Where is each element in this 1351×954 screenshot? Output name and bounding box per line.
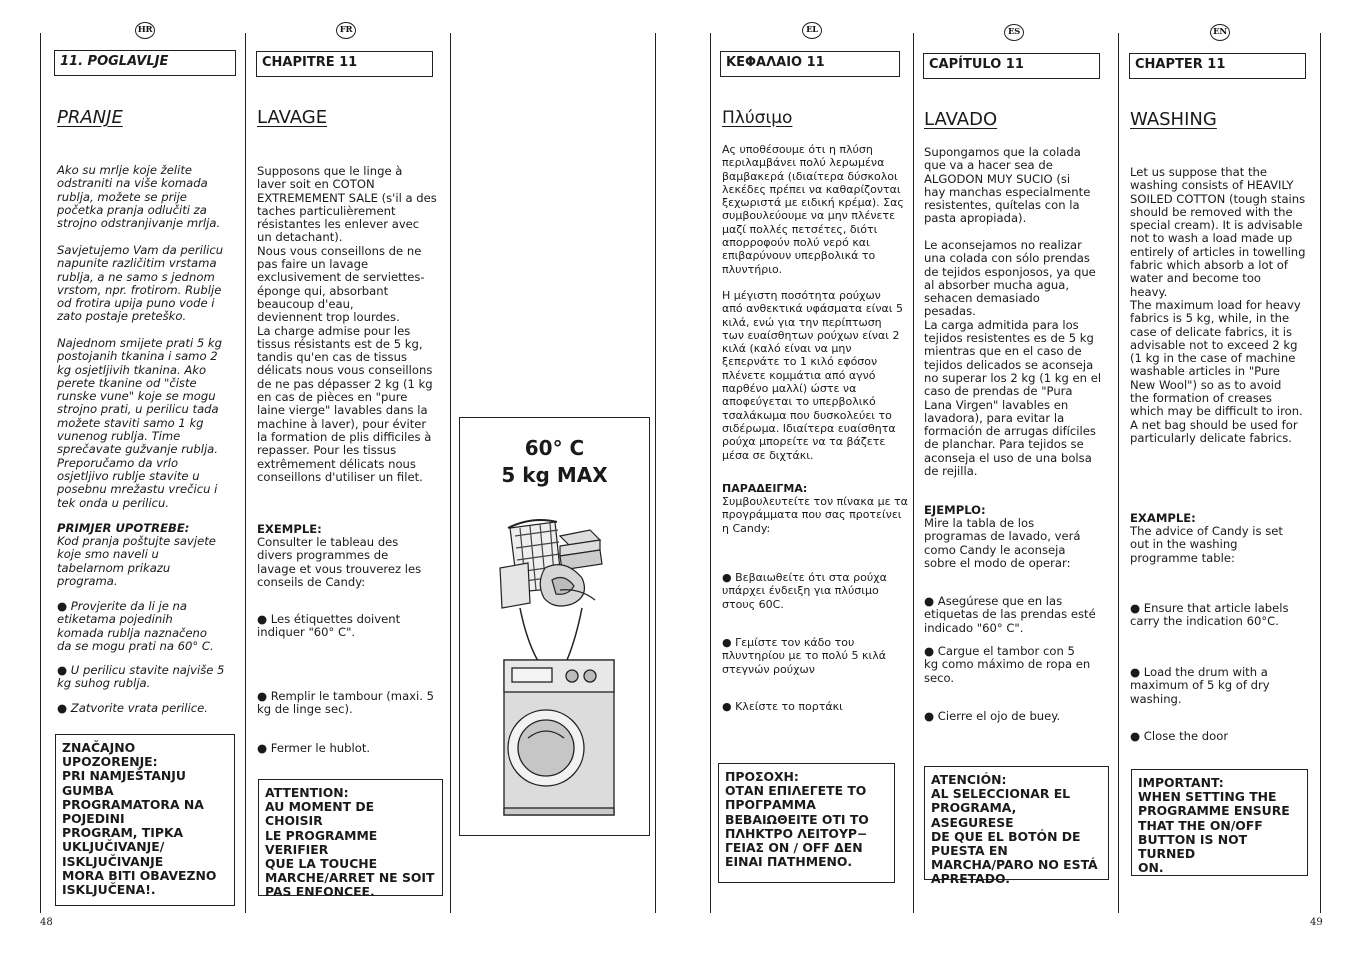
folded-towels-icon — [560, 530, 602, 570]
bullet-item: ● Ensure that article labels carry the indication 60°C. — [1130, 601, 1289, 629]
chapter-title: CAPÍTULO 11 — [923, 53, 1100, 79]
washing-illustration-panel — [459, 417, 650, 836]
language-badge-fr: FR — [336, 22, 356, 39]
paragraph: Savjetujemo Vam da perilicu napunite različitim vrstama rublja, a ne samo s jednom vrstom, npr. frotirom. Rublje od frotira upija puno vode i zato postaje preteško. — [57, 243, 224, 324]
paragraph: Supposons que le linge à laver soit en COTON EXTREMEMENT SALE (s'il a des taches particulièrement résistantes les enlever avec un detachant). Nous vous conseillons de ne pas faire un lavage exclusivement de serviettes- éponge qui, absorbant beaucoup d'eau, deviennent trop lourdes. La charge admise pour les tissus résistants est de 5 kg, tandis qu'en cas de tissus délicats nous vous conseillons de ne pas dépasser 2 kg (1 kg en cas de pièces en "pure laine vierge" lavables dans la machine à laver), pour éviter la formation de plis difficiles à repasser. Pour les tissus extrêmement délicats nous conseillons d'utiliser un filet. — [257, 164, 437, 484]
chapter-title: CHAPITRE 11 — [256, 51, 433, 77]
bullet-item: ● Provjerite da li je na etiketama pojedinih komada rublja naznačeno da se mogu prati na 60° C. — [57, 599, 214, 653]
bullet-item: ● U perilicu stavite najviše 5 kg suhog rublja. — [57, 663, 225, 691]
column-rule — [1118, 33, 1119, 913]
example-label: EJEMPLO: — [924, 503, 986, 517]
paragraph: Supongamos que la colada que va a hacer sea de ALGODON MUY SUCIO (si hay manchas especialmente resistentes, quítelas con la pasta apropiada). — [924, 145, 1091, 226]
paragraph: Ako su mrlje koje želite odstraniti na više komada rublja, možete se prije početka pranja odlučiti za strojno odstranjivanje mrlja. — [57, 163, 221, 231]
page-number-right: 49 — [1310, 917, 1323, 928]
paragraph: Le aconsejamos no realizar una colada con sólo prendas de tejidos esponjosos, ya que al absorber mucha agua, sehacen demasiado pesadas. La carga admitida para los tejidos resistentes es de 5 kg mientras que en el caso de tejidos delicados se aconseja no superar los 2 kg (1 kg en el caso de prendas de "Pura Lana Virgen" lavables en lavadora), para evitar la formación de arrugas difíciles de planchar. Para tejidos se aconseja el uso de una bolsa de rejilla. — [924, 238, 1102, 479]
bullet-item: ● Remplir le tambour (maxi. 5 kg de linge sec). — [257, 689, 435, 717]
column-rule — [913, 33, 914, 913]
bullet-item: ● Κλείστε το πορτάκι — [722, 700, 843, 713]
example-text: Consulter le tableau des divers programmes de lavage et vous trouverez les conseils de Candy: — [257, 535, 422, 589]
warning-box: ZNAČAJNO UPOZORENJE: PRI NAMJEŠTANJU GUMBA PROGRAMATORA NA POJEDINI PROGRAM, TIPKA UKLJUČIVANJE/ ISKLJUČIVANJE MORA BITI OBAVEZNO ISKLJUČENA!. — [55, 734, 235, 906]
section-heading: Πλύσιμο — [722, 108, 793, 128]
washing-machine-icon — [504, 660, 614, 815]
example-text: The advice of Candy is set out in the washing programme table: — [1130, 524, 1283, 565]
language-badge-es: ES — [1004, 24, 1024, 41]
example-text: Kod pranja poštujte savjete koje smo naveli u tabelarnom prikazu programa. — [57, 534, 216, 588]
example-text: Συμβουλευτείτε τον πίνακα με τα προγράμματα που σας προτείνει η Candy: — [722, 495, 908, 535]
column-rule — [245, 33, 246, 913]
paragraph: Najednom smijete prati 5 kg postojanih tkanina i samo 2 kg osjetljivih tkanina. Ako perete tkanine od "čiste runske vune" koje se mogu strojno prati, u perilicu tada možete staviti samo 1 kg vunenog rublja. Time sprečavate gužvanje rublja. Preporučamo da vrlo osjetljivo rublje stavite u posebnu mrežastu vrečicu i tek onda u perilicu. — [57, 336, 223, 510]
paragraph: Let us suppose that the washing consists of HEAVILY SOILED COTTON (tough stains should be removed with the special cream). It is advisable not to wash a load made up entirely of articles in towelling fabric which absorb a lot of water and become too heavy. The maximum load for heavy fabrics is 5 kg, while, in the case of delicate fabrics, it is advisable not to exceed 2 kg (1 kg in the case of machine washable articles in "Pure New Wool") so as to avoid the formation of creases which may be difficult to iron. A net bag should be used for particularly delicate fabrics. — [1130, 165, 1306, 445]
laundry-and-washer-drawing — [460, 418, 649, 835]
bullet-item: ● Zatvorite vrata perilice. — [57, 701, 208, 715]
bullet-item: ● Βεβαιωθείτε ότι στα ρούχα υπάρχει ένδειξη για πλύσιμο στους 60C. — [722, 571, 887, 611]
bullet-item: ● Cargue el tambor con 5 kg como máximo de ropa en seco. — [924, 644, 1091, 685]
example-label: ΠΑΡΑΔΕΙΓΜΑ: — [722, 482, 808, 495]
language-badge-el: EL — [802, 22, 822, 39]
bullet-item: ● Asegúrese que en las etiquetas de las prendas esté indicado "60° C". — [924, 594, 1096, 635]
example-label: PRIMJER UPOTREBE: — [57, 521, 190, 535]
warning-box: ATTENTION: AU MOMENT DE CHOISIR LE PROGRAMME VERIFIER QUE LA TOUCHE MARCHE/ARRET NE SOIT PAS ENFONCEE. — [258, 779, 443, 896]
example-text: Mire la tabla de los programas de lavado, verá como Candy le aconseja sobre el modo de operar: — [924, 516, 1081, 570]
language-badge-hr: HR — [135, 22, 155, 39]
page-number-left: 48 — [40, 917, 53, 928]
paragraph: Η μέγιστη ποσότητα ρούχων από ανθεκτικά υφάσματα είναι 5 κιλά, ενώ για την περίπτωση των ευαίσθητων ρούχων είναι 2 κιλά (καλό είναι να μην ξεπερνάτε το 1 κιλό εφόσον πλένετε κομμάτια από αγνό παρθένο μαλλί) ώστε να αποφεύγεται το υπερβολικό τσαλάκωμα που δυσκολεύει το σιδέρωμα. Ιδιαίτερα ευαίσθητα ρούχα μπορείτε να τα βάζετε μέσα σε διχτάκι. — [722, 289, 903, 462]
clothes-pile-icon — [500, 563, 595, 608]
example-label: EXEMPLE: — [257, 522, 322, 536]
section-heading: LAVAGE — [257, 107, 328, 128]
warning-box: IMPORTANT: WHEN SETTING THE PROGRAMME ENSURE THAT THE ON/OFF BUTTON IS NOT TURNED ON. — [1131, 769, 1308, 876]
temperature-label: 60° C — [524, 436, 585, 460]
bullet-item: ● Load the drum with a maximum of 5 kg of dry washing. — [1130, 665, 1270, 706]
language-badge-en: EN — [1210, 24, 1230, 41]
column-rule — [710, 33, 711, 913]
example-label: EXAMPLE: — [1130, 511, 1196, 525]
bullet-item: ● Cierre el ojo de buey. — [924, 709, 1061, 723]
bullet-item: ● Fermer le hublot. — [257, 741, 371, 755]
column-rule — [655, 33, 656, 913]
section-heading: PRANJE — [57, 107, 123, 128]
chapter-title: CHAPTER 11 — [1129, 53, 1306, 79]
bullet-item: ● Γεμίστε τον κάδο του πλυντηρίου με το πολύ 5 κιλά στεγνών ρούχων — [722, 636, 887, 676]
chapter-title: 11. POGLAVLJE — [54, 50, 236, 76]
section-heading: WASHING — [1130, 109, 1217, 130]
warning-box: ATENCIÓN: AL SELECCIONAR EL PROGRAMA, ASEGURESE DE QUE EL BOTÓN DE PUESTA EN MARCHA/PARO NO ESTÁ APRETADO. — [924, 766, 1109, 880]
paragraph: Ας υποθέσουμε ότι η πλύση περιλαμβάνει πολύ λερωμένα βαμβακερά (ιδιαίτερα δύσκολοι λεκέδες πρέπει να καθαρίζονται ξεχωριστά με ειδική κρέμα). Σας συμβουλεύουμε να μην πλένετε μαζί πολλές πετσέτες, διότι απορροφούν πολύ νερό και επιβαρύνουν υπερβολικά το πλυντήριο. — [722, 143, 904, 276]
bullet-item: ● Close the door — [1130, 729, 1229, 743]
max-load-label: 5 kg MAX — [501, 463, 608, 487]
section-heading: LAVADO — [924, 109, 998, 130]
bullet-item: ● Les étiquettes doivent indiquer "60° C". — [257, 612, 401, 640]
warning-box: ΠΡΟΣΟΧΗ: ΟΤΑΝ ΕΠΙΛΕΓΕΤΕ ΤΟ ΠΡΟΓΡΑΜΜΑ ΒΕΒΑΙΩΘΕΙΤΕ ΟΤΙ ΤΟ ΠΛΗΚΤΡΟ ΛΕΙΤΟΥΡ− ΓΕΙΑΣ ON / OFF ΔΕΝ ΕΙΝΑΙ ΠΑΤΗΜΕΝΟ. — [718, 763, 895, 883]
column-rule — [1320, 33, 1321, 913]
column-rule — [40, 33, 41, 913]
column-rule — [450, 33, 451, 913]
chapter-title: ΚΕΦΑΛΑΙΟ 11 — [720, 51, 900, 77]
